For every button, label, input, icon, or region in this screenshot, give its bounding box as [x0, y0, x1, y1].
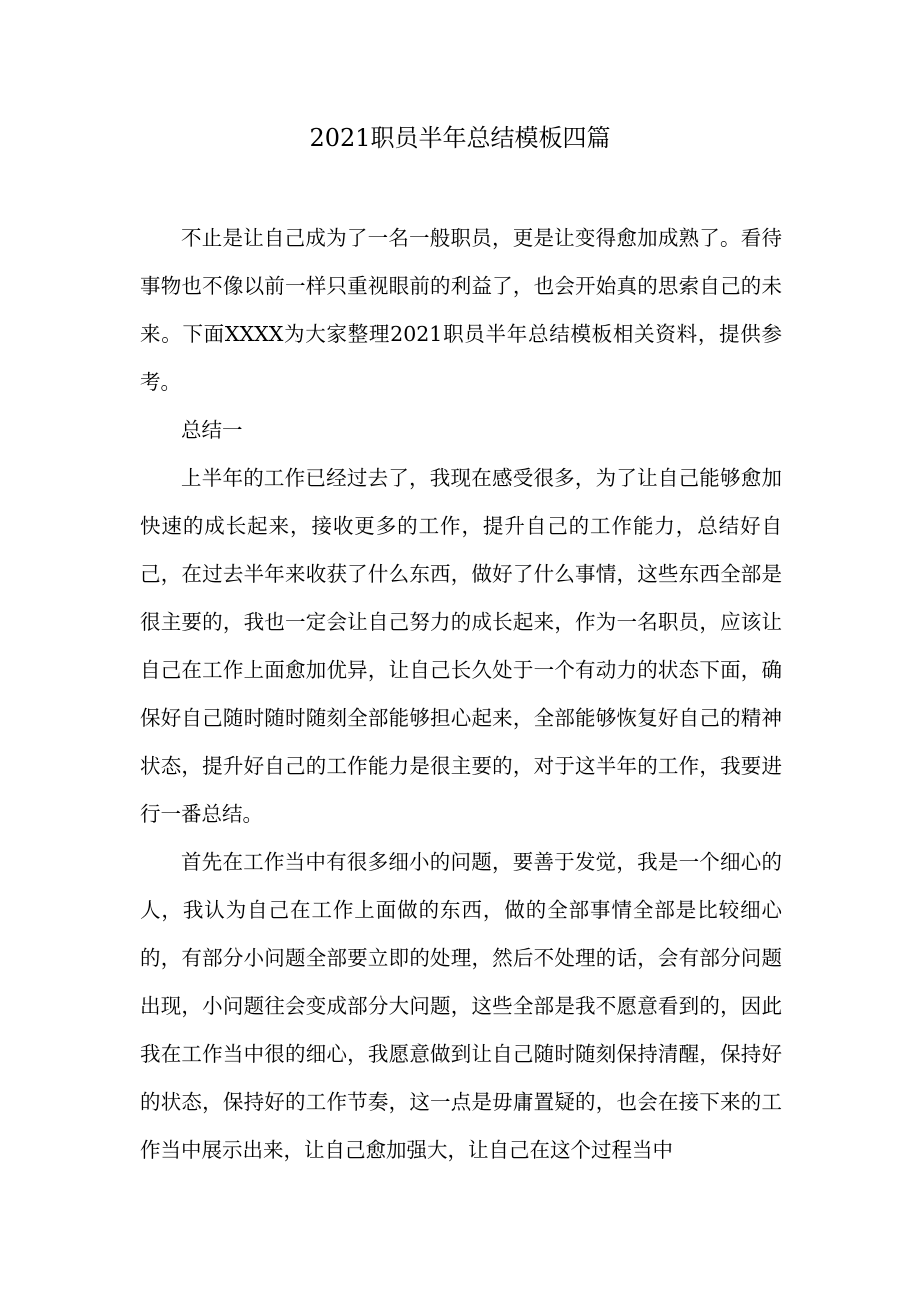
document-body	[140, 214, 782, 1174]
document-title: 2021职员半年总结模板四篇	[309, 124, 611, 152]
intro-paragraph: 不止是让自己成为了一名一般职员，更是让变得愈加成熟了。看待事物也不像以前一样只重视眼前的利益了，也会开始真的思索自己的未来。下面XXXX为大家整理2021职员半年总结模板相关资料，提供参考。	[140, 226, 782, 394]
section-heading: 总结一	[181, 418, 243, 442]
body-paragraph: 上半年的工作已经过去了，我现在感受很多，为了让自己能够愈加快速的成长起来，接收更多的工作，提升自己的工作能力，总结好自己，在过去半年来收获了什么东西，做好了什么事情，这些东西全部是很主要的，我也一定会让自己努力的成长起来，作为一名职员，应该让自己在工作上面愈加优异，让自己长久处于一个有动力的状态下面，确保好自己随时随时随刻全部能够担心起来，全部能够恢复好自己的精神状态，提升好自己的工作能力是很主要的，对于这半年的工作，我要进行一番总结。	[140, 466, 782, 826]
body-paragraph: 首先在工作当中有很多细小的问题，要善于发觉，我是一个细心的人，我认为自己在工作上面做的东西，做的全部事情全部是比较细心的，有部分小问题全部要立即的处理，然后不处理的话，会有部分问题出现，小问题往会变成部分大问题，这些全部是我不愿意看到的，因此我在工作当中很的细心，我愿意做到让自己随时随刻保持清醒，保持好的状态，保持好的工作节奏，这一点是毋庸置疑的，也会在接下来的工作当中展示出来，让自己愈加强大，让自己在这个过程当中	[140, 850, 782, 1162]
